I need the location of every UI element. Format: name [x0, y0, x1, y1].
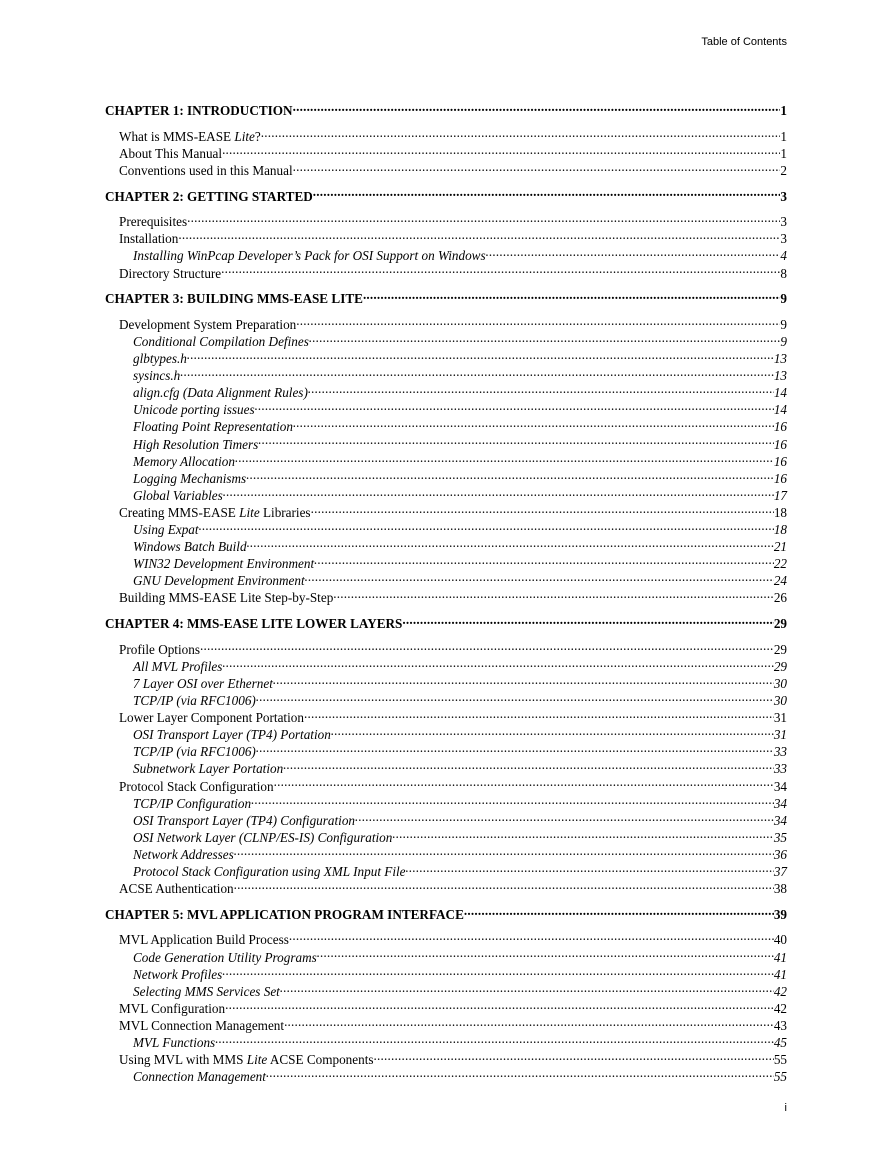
dot-leader — [199, 517, 774, 534]
toc-section-entry[interactable] — [105, 927, 787, 948]
toc-entry-title: Conventions used in this Manual — [119, 162, 293, 178]
toc-entry-title: Connection Management — [133, 1069, 266, 1085]
toc-entry-title: OSI Transport Layer (TP4) Configuration — [133, 812, 356, 828]
toc-entry-title: Memory Allocation — [133, 453, 235, 469]
toc-subsection-entry[interactable] — [105, 517, 787, 538]
dot-leader — [317, 945, 774, 962]
toc-entry-title: TCP/IP (via RFC1006) — [133, 744, 256, 760]
toc-entry-title: Network Addresses — [133, 846, 234, 862]
dot-leader — [283, 756, 774, 773]
toc-entry-title: Building MMS-EASE Lite Step-by-Step — [119, 590, 334, 606]
dot-leader — [215, 1030, 774, 1047]
dot-leader — [311, 500, 774, 517]
toc-entry-title: What is MMS-EASE Lite? — [119, 128, 261, 144]
toc-page-number: 40 — [773, 932, 787, 948]
dot-leader — [363, 286, 780, 303]
toc-entry-title: Protocol Stack Configuration — [119, 778, 274, 794]
toc-entry-title: CHAPTER 4: MMS-EASE LITE LOWER LAYERS — [105, 616, 403, 632]
toc-subsection-entry[interactable] — [105, 346, 787, 367]
toc-entry-title: Lower Layer Component Portation — [119, 710, 304, 726]
toc-entry-title: Profile Options — [119, 641, 200, 657]
toc-page-number: 29 — [773, 616, 787, 632]
toc-section-entry[interactable] — [105, 226, 787, 247]
dot-leader — [234, 876, 774, 893]
dot-leader — [309, 329, 781, 346]
dot-leader — [178, 226, 780, 243]
dot-leader — [304, 705, 774, 722]
toc-entry-title: MVL Application Build Process — [119, 932, 289, 948]
toc-entry-title: All MVL Profiles — [133, 658, 223, 674]
dot-leader — [331, 722, 774, 739]
toc-page-number: 9 — [780, 316, 787, 332]
toc-entry-title: OSI Network Layer (CLNP/ES-IS) Configuration — [133, 829, 393, 845]
toc-page-number: 18 — [773, 504, 787, 520]
toc-entry-title: About This Manual — [119, 145, 223, 161]
toc-page-number: 1 — [780, 145, 787, 161]
toc-entry-title: OSI Transport Layer (TP4) Portation — [133, 727, 331, 743]
dot-leader — [293, 98, 781, 115]
toc-entry-title: CHAPTER 1: INTRODUCTION — [105, 103, 293, 118]
toc-page-number: 14 — [773, 402, 787, 418]
dot-leader — [256, 688, 774, 705]
dot-leader — [406, 859, 774, 876]
toc-page-number: 1 — [780, 128, 787, 144]
toc-entry-title: Network Profiles — [133, 966, 223, 982]
toc-page-number: 21 — [773, 539, 787, 555]
dot-leader — [255, 397, 774, 414]
toc-page-number: 8 — [780, 265, 787, 281]
dot-leader — [308, 380, 774, 397]
toc-chapter-entry[interactable] — [105, 98, 787, 118]
toc-entry-title: GNU Development Environment — [133, 573, 305, 589]
toc-page-number: 34 — [773, 812, 787, 828]
dot-leader — [464, 902, 774, 919]
toc-entry-title: Selecting MMS Services Set — [133, 983, 280, 999]
dot-leader — [392, 825, 773, 842]
toc-page-number: 39 — [773, 906, 787, 922]
toc-entry-title: Directory Structure — [119, 265, 222, 281]
toc-entry-title: Installation — [119, 231, 179, 247]
toc-subsection-entry[interactable] — [105, 654, 787, 674]
toc-entry-title: CHAPTER 3: BUILDING MMS-EASE LITE — [105, 291, 363, 307]
toc-page-number: 16 — [773, 470, 787, 486]
dot-leader — [374, 1047, 774, 1064]
toc-page-number: 42 — [773, 1000, 787, 1016]
toc-chapter-entry[interactable] — [105, 184, 787, 204]
dot-leader — [274, 774, 774, 791]
running-header: Table of Contents — [701, 36, 787, 48]
dot-leader — [251, 791, 774, 808]
toc-subsection-entry[interactable] — [105, 380, 787, 401]
toc-entry-title: sysincs.h — [133, 368, 181, 384]
toc-entry-title: Using MVL with MMS Lite ACSE Components — [119, 1052, 374, 1068]
toc-page-number: 41 — [773, 949, 787, 965]
toc-entry-title: Creating MMS-EASE Lite Libraries — [119, 504, 311, 520]
toc-entry-title: Protocol Stack Configuration using XML Input File — [133, 864, 406, 879]
dot-leader — [187, 346, 774, 363]
toc-page-number: 41 — [773, 966, 787, 982]
toc-entry-title: Installing WinPcap Developer’s Pack for OSI Support on Windows — [133, 248, 486, 264]
toc-page-number: 43 — [773, 1017, 787, 1033]
toc-entry-title: Prerequisites — [119, 214, 188, 230]
toc-entry-title: Conditional Compilation Defines — [133, 334, 309, 349]
dot-leader — [246, 466, 774, 483]
toc-page-number: 16 — [773, 436, 787, 452]
dot-leader — [256, 739, 774, 756]
dot-leader — [261, 124, 781, 141]
dot-leader — [223, 483, 774, 500]
toc-entry-title: glbtypes.h — [133, 351, 187, 367]
toc-entry-title: CHAPTER 5: MVL APPLICATION PROGRAM INTERFACE — [105, 906, 464, 922]
toc-page-number: 9 — [780, 291, 787, 307]
dot-leader — [180, 363, 774, 380]
toc-section-entry[interactable] — [105, 209, 787, 230]
toc-page-number: 9 — [780, 334, 787, 349]
toc-entry-title: Code Generation Utility Programs — [133, 949, 317, 965]
dot-leader — [293, 158, 781, 175]
toc-page-number: 34 — [773, 795, 787, 811]
toc-page-number: 17 — [773, 487, 787, 503]
toc-entry-title: TCP/IP (via RFC1006) — [133, 693, 256, 709]
toc-page-number: 31 — [773, 710, 787, 726]
page-number: i — [784, 1102, 787, 1114]
dot-leader — [280, 979, 774, 996]
toc-entry-title: align.cfg (Data Alignment Rules) — [133, 385, 308, 401]
toc-entry-title: ACSE Authentication — [119, 881, 234, 897]
toc-page-number: 13 — [773, 368, 787, 384]
toc-subsection-entry[interactable] — [105, 243, 787, 264]
dot-leader — [314, 551, 774, 568]
toc-page-number: 18 — [773, 522, 787, 538]
toc-entry-title: High Resolution Timers — [133, 436, 259, 452]
toc-page-number: 4 — [780, 248, 787, 264]
dot-leader — [234, 842, 774, 859]
dot-leader — [222, 654, 773, 671]
toc-page-number: 16 — [773, 453, 787, 469]
toc-entry-title: Floating Point Representation — [133, 419, 293, 435]
toc-entry-title: Subnetwork Layer Portation — [133, 761, 284, 777]
toc-section-entry[interactable] — [105, 312, 787, 332]
toc-page-number: 13 — [773, 351, 787, 367]
dot-leader — [313, 184, 781, 201]
toc-chapter-entry[interactable] — [105, 286, 787, 307]
toc-entry-title: TCP/IP Configuration — [133, 795, 252, 811]
toc-chapter-entry[interactable] — [105, 902, 787, 922]
dot-leader — [305, 568, 774, 585]
toc-entry-title: Logging Mechanisms — [133, 470, 247, 486]
table-of-contents — [105, 98, 787, 1085]
dot-leader — [296, 312, 780, 329]
toc-entry-title: Windows Batch Build — [133, 539, 247, 555]
toc-page-number: 2 — [780, 162, 787, 178]
dot-leader — [284, 1013, 774, 1030]
toc-section-entry[interactable] — [105, 124, 787, 144]
toc-page-number: 30 — [773, 675, 787, 691]
dot-leader — [187, 209, 780, 226]
toc-entry-title: WIN32 Development Environment — [133, 556, 315, 572]
dot-leader — [273, 671, 774, 688]
toc-page-number: 22 — [773, 556, 787, 572]
dot-leader — [333, 585, 774, 602]
toc-page-number: 37 — [773, 864, 787, 879]
toc-entry-title: MVL Connection Management — [119, 1017, 285, 1033]
dot-leader — [266, 1064, 774, 1081]
toc-entry-title: Global Variables — [133, 487, 223, 503]
toc-page-number: 42 — [773, 983, 787, 999]
dot-leader — [222, 141, 780, 158]
toc-subsection-entry[interactable] — [105, 363, 787, 384]
toc-page-number: 33 — [773, 761, 787, 777]
dot-leader — [225, 996, 774, 1013]
toc-subsection-entry[interactable] — [105, 534, 787, 555]
dot-leader — [258, 432, 774, 449]
dot-leader — [402, 611, 773, 628]
toc-page-number: 38 — [773, 881, 787, 897]
toc-page-number: 14 — [773, 385, 787, 401]
toc-page-number: 55 — [773, 1069, 787, 1085]
toc-entry-title: MVL Configuration — [119, 1000, 226, 1016]
dot-leader — [222, 962, 774, 979]
toc-page-number: 33 — [773, 744, 787, 760]
toc-section-entry[interactable] — [105, 637, 787, 657]
toc-page-number: 55 — [773, 1052, 787, 1068]
toc-page-number: 30 — [773, 693, 787, 709]
toc-entry-title: MVL Functions — [133, 1035, 216, 1051]
toc-entry-title: Development System Preparation — [119, 316, 297, 332]
toc-chapter-entry[interactable] — [105, 611, 787, 632]
toc-page-number: 29 — [773, 641, 787, 657]
dot-leader — [221, 261, 780, 278]
dot-leader — [355, 808, 774, 825]
toc-page-number: 45 — [773, 1035, 787, 1051]
toc-page-number: 34 — [773, 778, 787, 794]
toc-page-number: 1 — [780, 103, 787, 118]
dot-leader — [235, 449, 774, 466]
toc-page-number: 3 — [780, 214, 787, 230]
toc-page-number: 24 — [773, 573, 787, 589]
dot-leader — [247, 534, 774, 551]
toc-entry-title: Using Expat — [133, 522, 199, 538]
toc-page-number: 3 — [780, 231, 787, 247]
toc-page-number: 36 — [773, 846, 787, 862]
toc-page-number: 35 — [773, 829, 787, 845]
toc-page-number: 3 — [780, 188, 787, 204]
toc-entry-title: CHAPTER 2: GETTING STARTED — [105, 188, 313, 204]
dot-leader — [486, 243, 781, 260]
toc-page-number: 26 — [773, 590, 787, 606]
toc-page-number: 31 — [773, 727, 787, 743]
toc-entry-title: 7 Layer OSI over Ethernet — [133, 675, 273, 691]
toc-page-number: 16 — [773, 419, 787, 435]
toc-page-number: 29 — [773, 658, 787, 674]
dot-leader — [293, 414, 774, 431]
dot-leader — [200, 637, 774, 654]
dot-leader — [289, 927, 774, 944]
toc-entry-title: Unicode porting issues — [133, 402, 255, 418]
